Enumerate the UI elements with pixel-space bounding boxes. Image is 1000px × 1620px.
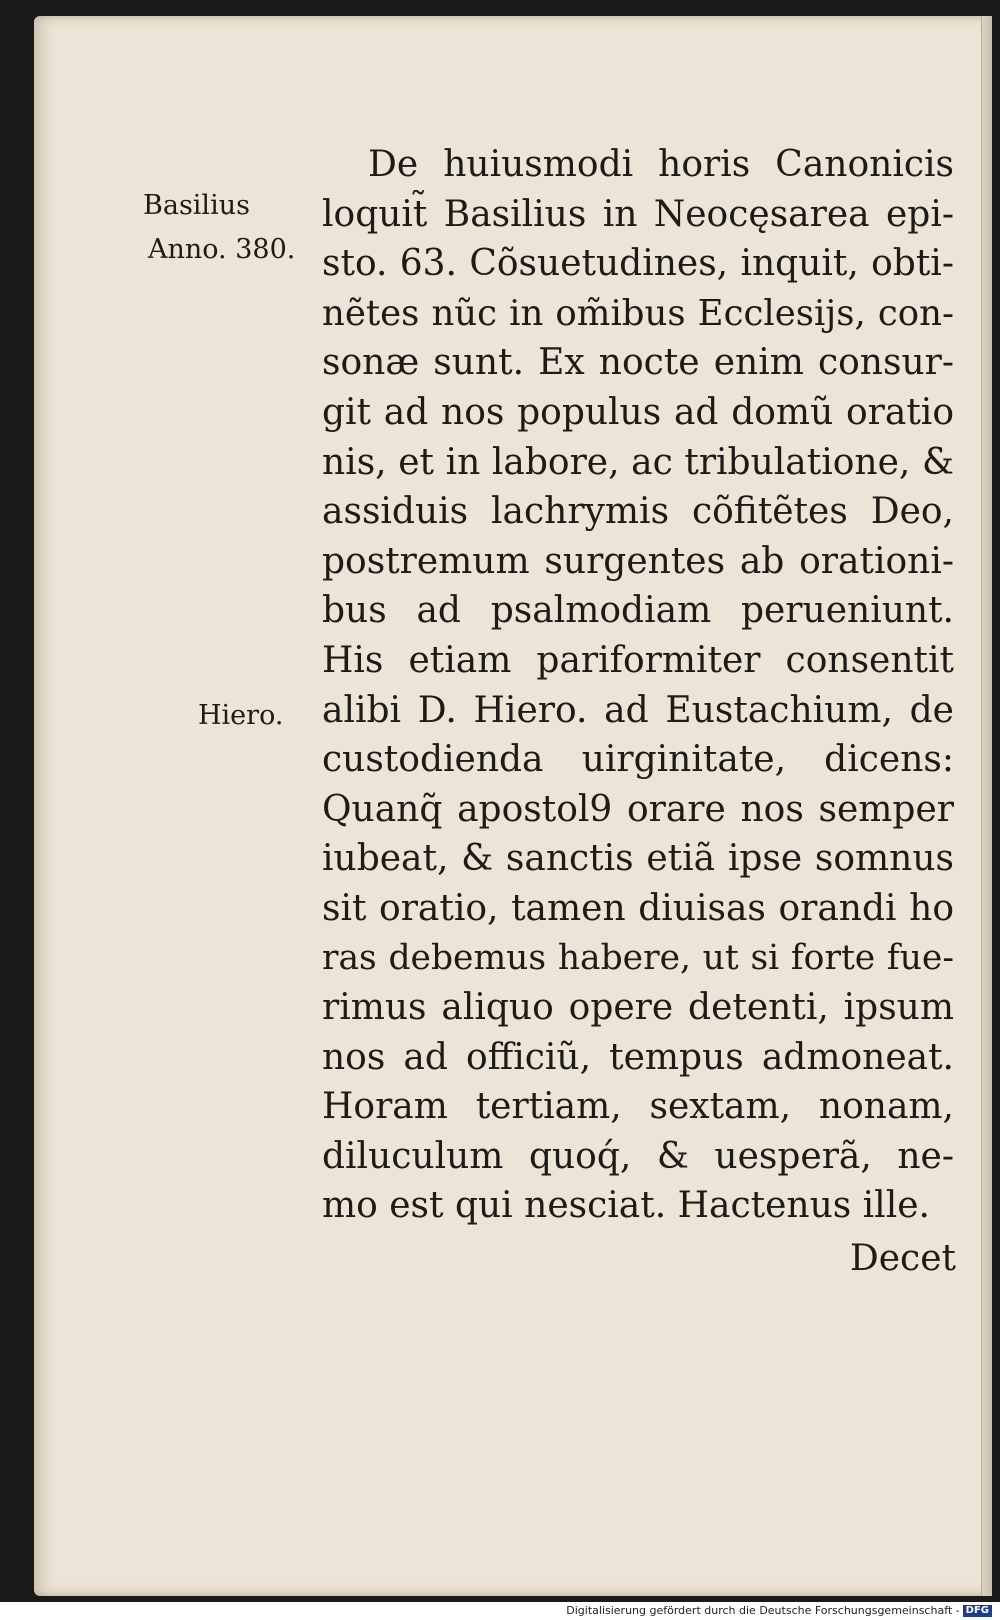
- text-line: nẽtes nũc in om̃ibus Ecclesijs, con-: [322, 292, 954, 334]
- text-line: diluculum quoq́, & uesperã, ne-: [322, 1135, 954, 1177]
- text-line: loquit̃ Basilius in Neocęsarea epi-: [322, 193, 954, 235]
- digitization-credit: [566, 1604, 992, 1618]
- text-line: iubeat, & sanctis etiã ipse somnus: [322, 838, 954, 880]
- text-line: Quanq̃ apostol9 orare nos semper: [322, 788, 954, 830]
- text-line: De huiusmodi horis Canonicis: [368, 144, 954, 185]
- text-line: sto. 63. Cõsuetudines, inquit, obti-: [322, 243, 954, 285]
- dfg-logo: DFG: [963, 1605, 992, 1617]
- text-line: postremum surgentes ab orationi-: [322, 540, 954, 582]
- marginal-note-basilius: Basilius: [143, 190, 250, 221]
- text-line: sit oratio, tamen diuisas orandi ho: [322, 887, 954, 929]
- page-edge: [981, 16, 992, 1596]
- marginal-note-hiero: Hiero.: [198, 700, 284, 731]
- text-line: sonæ sunt. Ex nocte enim consur-: [322, 342, 954, 384]
- catchword: Decet: [849, 1238, 956, 1279]
- text-line: bus ad psalmodiam perueniunt.: [322, 590, 954, 632]
- text-line: alibi D. Hiero. ad Eustachium, de: [322, 689, 954, 731]
- text-line: git ad nos populus ad domũ oratio: [322, 391, 954, 433]
- text-line: His etiam pariformiter consentit: [322, 639, 954, 681]
- text-line: mo est qui nesciat. Hactenus ille.: [322, 1185, 930, 1227]
- text-line: rimus aliquo opere detenti, ipsum: [322, 987, 954, 1029]
- text-line: assiduis lachrymis cõfitẽtes Deo,: [322, 491, 954, 533]
- text-line: nos ad officiũ, tempus admoneat.: [322, 1036, 954, 1078]
- page-body-text: [322, 140, 954, 1231]
- text-line: Horam tertiam, sextam, nonam,: [322, 1086, 954, 1128]
- marginal-note-anno: Anno. 380.: [148, 234, 296, 265]
- text-line: ras debemus habere, ut si forte fue-: [322, 937, 954, 978]
- text-line: nis, et in labore, ac tribulatione, &: [322, 441, 954, 483]
- credit-text: Digitalisierung gefördert durch die Deutsche Forschungsgemeinschaft -: [566, 1604, 960, 1617]
- text-line: custodienda uirginitate, dicens:: [322, 739, 954, 781]
